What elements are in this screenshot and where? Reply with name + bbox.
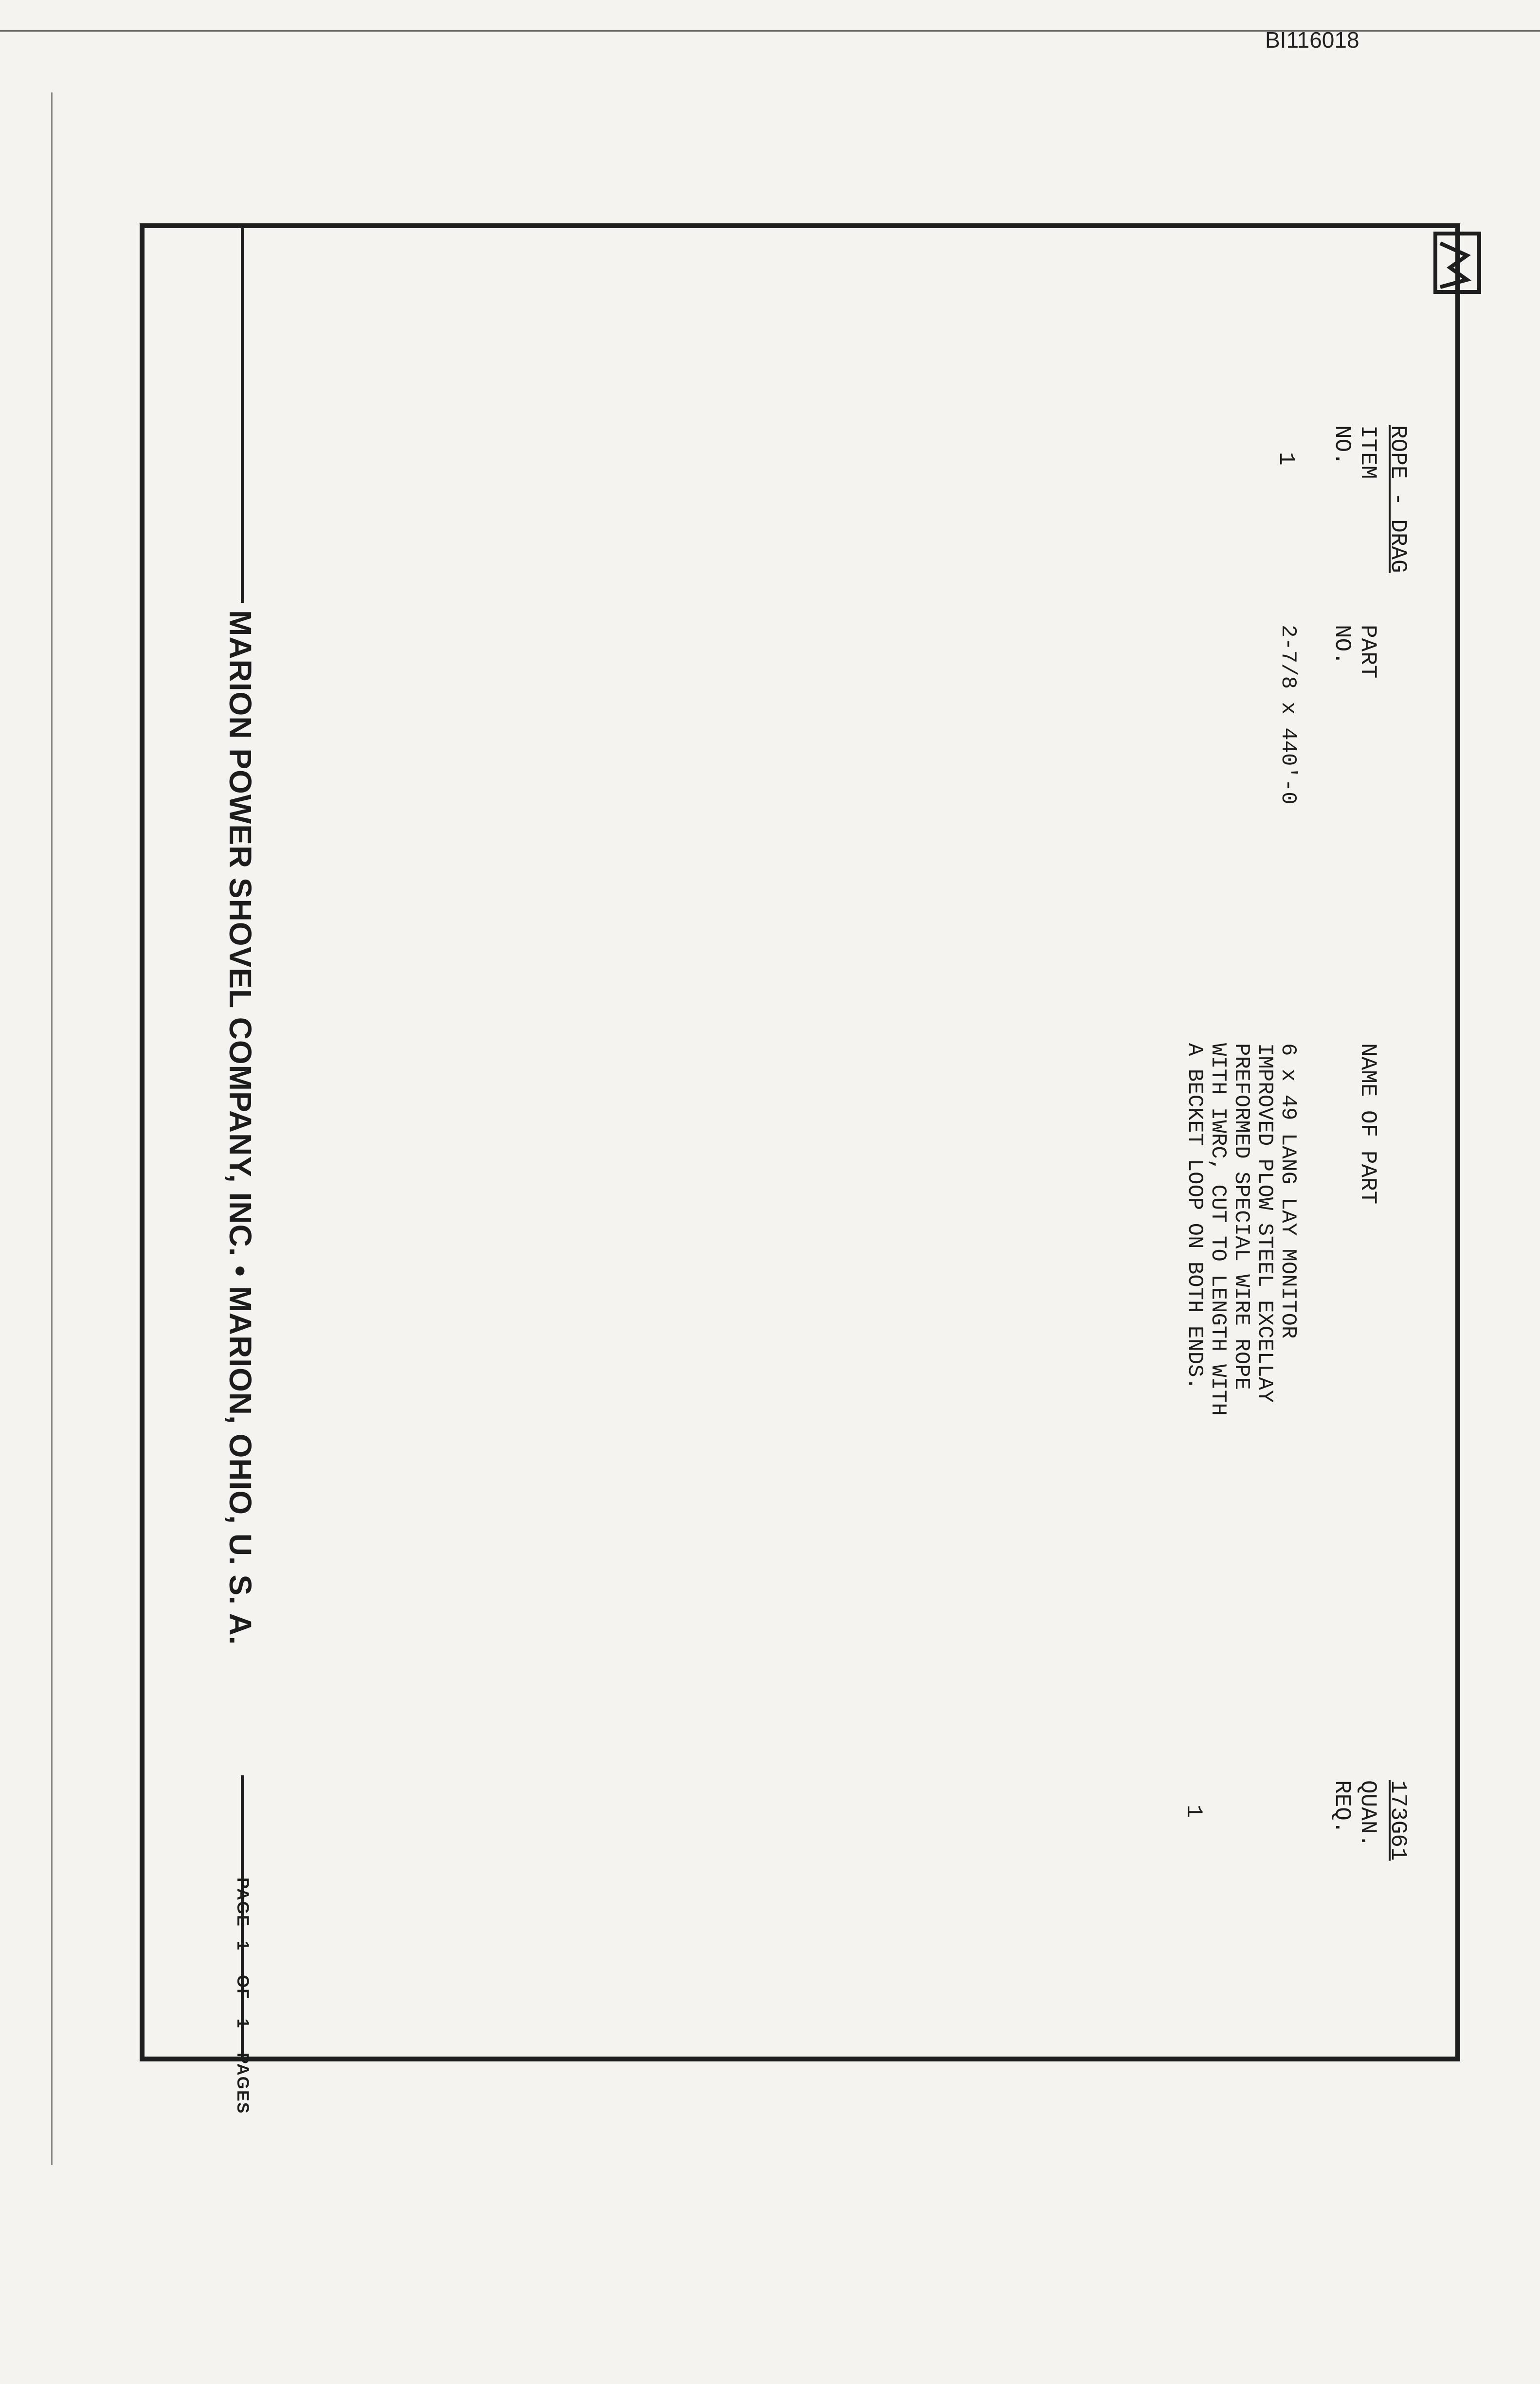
footer-pages-word: PAGES <box>234 2053 252 2114</box>
page-reference: BI116018 <box>1265 27 1359 53</box>
col-item-line2: NO. <box>1329 425 1355 466</box>
row-part-no: 2-7/8 x 440'-0 <box>1276 625 1300 805</box>
col-quan-line1: QUAN. <box>1355 1780 1380 1848</box>
section-title: ROPE - DRAG <box>1385 425 1411 573</box>
col-part-line1: PART <box>1355 625 1380 679</box>
footer-of-word: OF <box>234 1975 252 2000</box>
footer-rule-left <box>241 223 244 603</box>
footer-page-word: PAGE <box>234 1878 252 1927</box>
row-name-line-2: IMPROVED PLOW STEEL EXCELLAY <box>1252 1043 1277 1403</box>
col-item-line1: ITEM <box>1355 425 1380 479</box>
catalog-number: 173G61 <box>1385 1780 1411 1861</box>
row-name-line-5: A BECKET LOOP ON BOTH ENDS. <box>1182 1043 1207 1390</box>
col-quan-line2: REQ. <box>1329 1780 1355 1834</box>
row-name-line-1: 6 x 49 LANG LAY MONITOR <box>1276 1043 1300 1339</box>
col-part-line2: NO. <box>1329 625 1355 665</box>
row-name-line-4: WITH IWRC, CUT TO LENGTH WITH <box>1206 1043 1230 1416</box>
col-name-of-part: NAME OF PART <box>1355 1043 1380 1205</box>
row-name-line-3: PREFORMED SPECIAL WIRE ROPE <box>1229 1043 1253 1390</box>
footer-company: MARION POWER SHOVEL COMPANY, INC. • MARION, OHIO, U. S. A. <box>223 610 258 1645</box>
footer-page-number: 1 <box>234 1941 252 1951</box>
scan-left-edge <box>51 92 53 2165</box>
row-item-no: 1 <box>1273 452 1299 466</box>
rotated-sheet <box>140 223 1460 2114</box>
row-quantity: 1 <box>1181 1805 1206 1818</box>
footer-page-total: 1 <box>234 2019 252 2029</box>
